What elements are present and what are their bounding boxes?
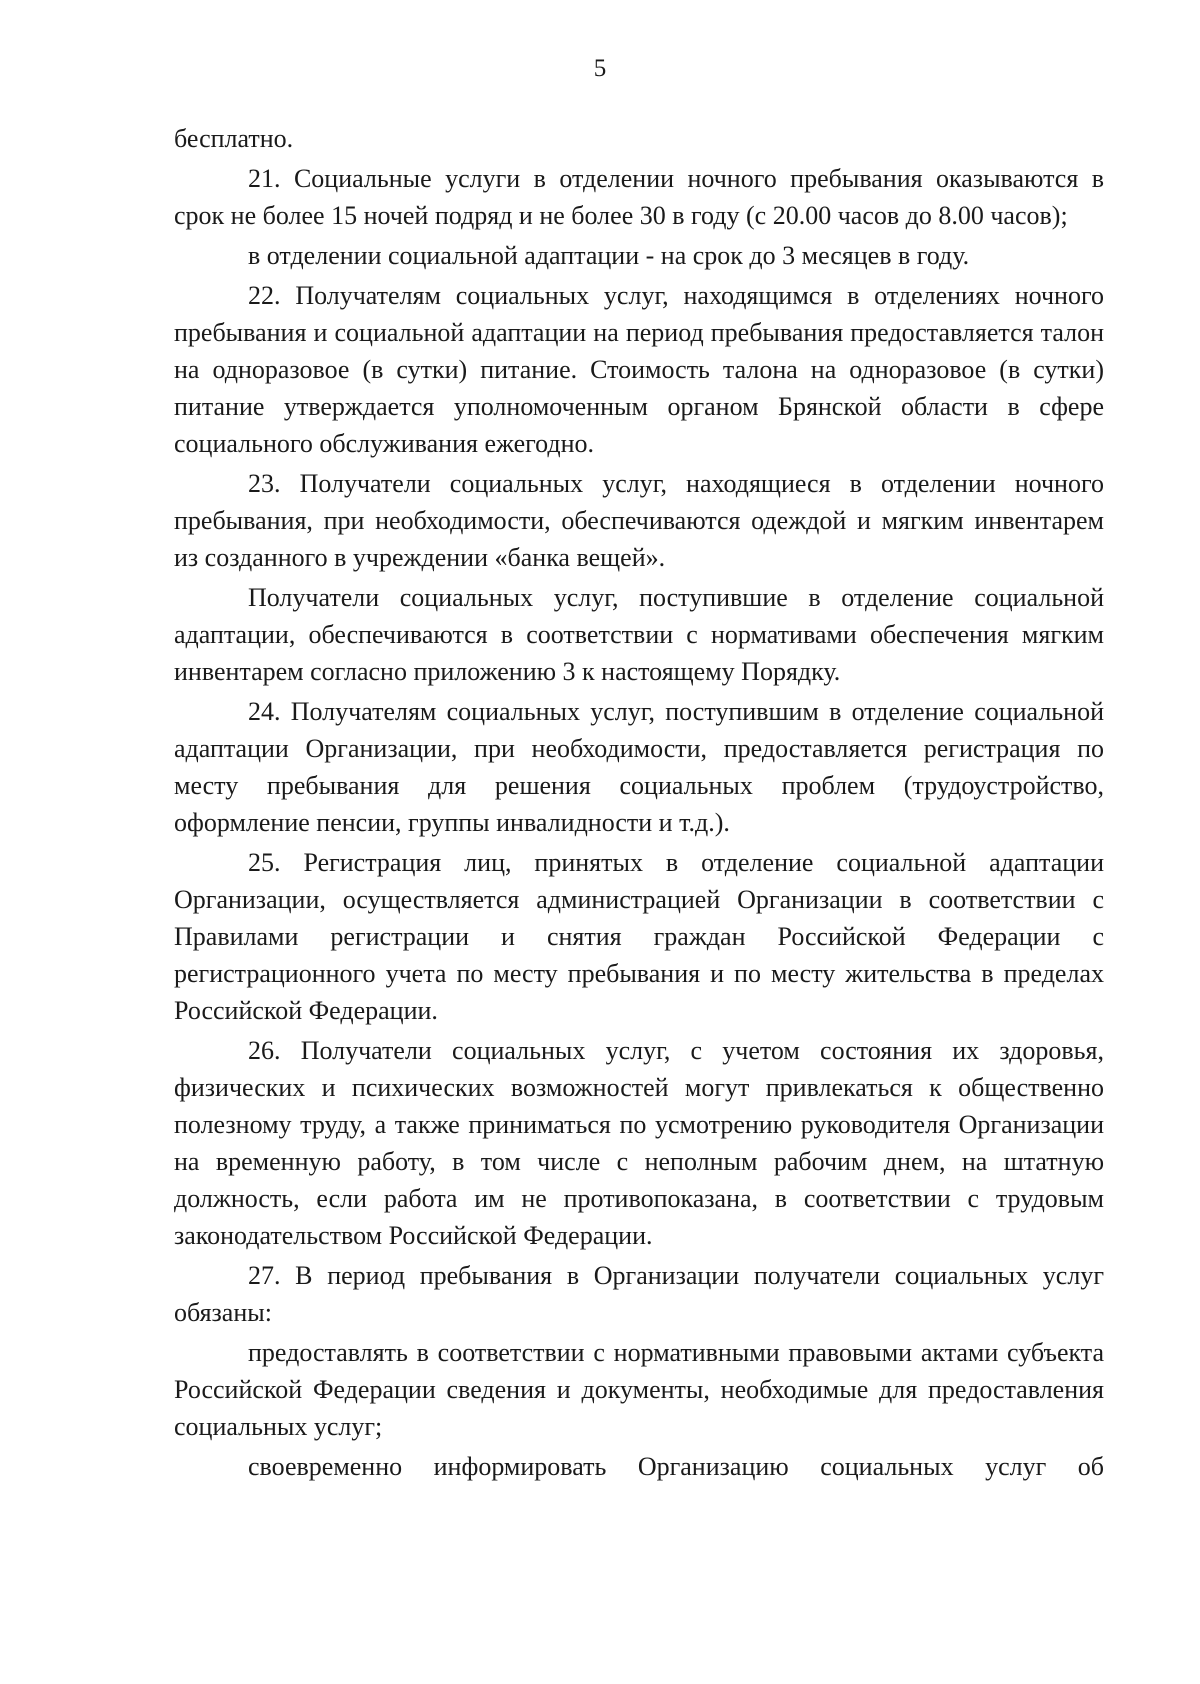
paragraph-0: бесплатно. xyxy=(174,124,294,153)
paragraph-22: 22. Получателям социальных услуг, находящимся в отделениях ночного пребывания и социальной адаптации на период пребывания предоставляется талон на одноразовое (в сутки) питание. Стоимость талона на одноразовое (в сутки) питание утверждается уполномоченным органом Брянской области в сфере социального обслуживания ежегодно. xyxy=(174,281,1104,458)
paragraph-27-item-1: предоставлять в соответствии с нормативными правовыми актами субъекта Российской Федерации сведения и документы, необходимые для предоставления социальных услуг; xyxy=(174,1338,1104,1441)
paragraph-21: 21. Социальные услуги в отделении ночного пребывания оказываются в срок не более 15 ночей подряд и не более 30 в году (с 20.00 часов до 8.00 часов); xyxy=(174,164,1104,230)
page-number: 5 xyxy=(593,55,607,82)
document-body xyxy=(174,120,1104,1488)
paragraph-27: 27. В период пребывания в Организации получатели социальных услуг обязаны: xyxy=(174,1261,1104,1327)
paragraph-26: 26. Получатели социальных услуг, с учетом состояния их здоровья, физических и психических возможностей могут привлекаться к общественно полезному труду, а также приниматься по усмотрению руководителя Организации на временную работу, в том числе с неполным рабочим днем, на штатную должность, если работа им не противопоказана, в соответствии с трудовым законодательством Российской Федерации. xyxy=(174,1036,1104,1250)
paragraph-24: 24. Получателям социальных услуг, поступившим в отделение социальной адаптации Организации, при необходимости, предоставляется регистрация по месту пребывания для решения социальных проблем (трудоустройство, оформление пенсии, группы инвалидности и т.д.). xyxy=(174,697,1104,837)
paragraph-23-adaptation: Получатели социальных услуг, поступившие в отделение социальной адаптации, обеспечиваются в соответствии с нормативами обеспечения мягким инвентарем согласно приложению 3 к настоящему Порядку. xyxy=(174,583,1104,686)
paragraph-25: 25. Регистрация лиц, принятых в отделение социальной адаптации Организации, осуществляется администрацией Организации в соответствии с Правилами регистрации и снятия граждан Российской Федерации с регистрационного учета по месту пребывания и по месту жительства в пределах Российской Федерации. xyxy=(174,848,1104,1025)
paragraph-23: 23. Получатели социальных услуг, находящиеся в отделении ночного пребывания, при необходимости, обеспечиваются одеждой и мягким инвентарем из созданного в учреждении «банка вещей». xyxy=(174,469,1104,572)
paragraph-27-item-2: своевременно информировать Организацию социальных услуг об xyxy=(248,1452,1104,1481)
paragraph-21-adaptation: в отделении социальной адаптации - на срок до 3 месяцев в году. xyxy=(248,241,970,270)
